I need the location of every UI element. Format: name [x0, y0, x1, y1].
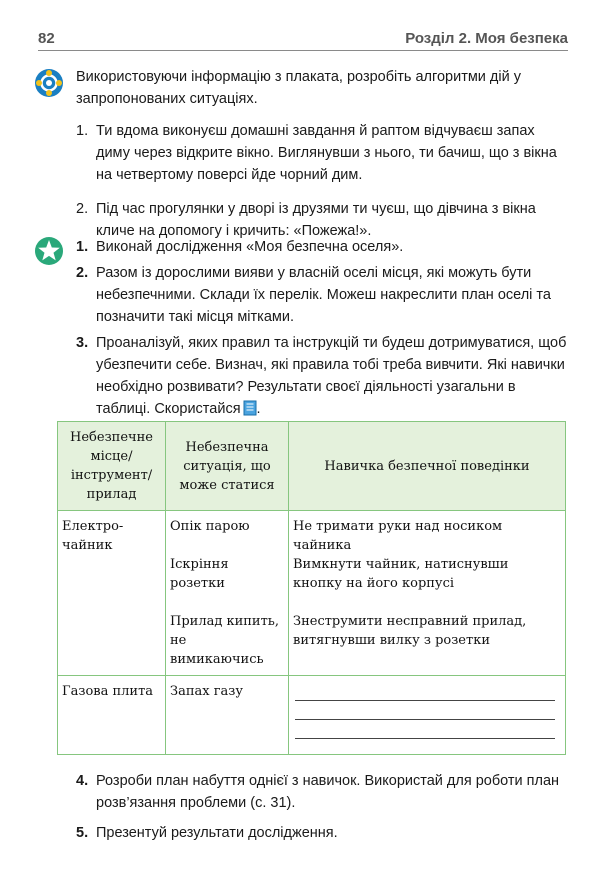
list-item: 3. Проаналізуй, яких правил та інструкцій ти будеш дотримуватися, щоб убезпечити себе. Визнач, які правила тобі треба вивчити. Які навички необхідно розвивати? Результати своєї діяльності узагальни в таблиці. Скористайся .	[76, 335, 567, 417]
answer-line	[295, 682, 555, 701]
intro-text: Використовуючи інформацію з плаката, розробіть алгоритми дій у запропонованих ситуаціях.	[76, 69, 521, 107]
page-header	[38, 30, 568, 50]
list-item-text: Виконай дослідження «Моя безпечна оселя».	[96, 239, 404, 255]
skills-table	[57, 421, 565, 755]
list-item: 2. Під час прогулянки у дворі із друзями ти чуєш, що дівчина з вікна кличе на допомогу і кричить: «Пожежа!».	[76, 201, 536, 239]
tasks-list	[76, 236, 568, 424]
table-cell-place: Газова плита	[58, 676, 166, 755]
list-item: 5. Презентуй результати дослідження.	[76, 825, 338, 841]
table-cell-situation: Опік парою Іскріння розетки Прилад кипить, не вимикаючись	[166, 511, 289, 676]
workbook-icon	[243, 400, 257, 416]
puzzle-icon	[34, 68, 64, 98]
table-header-place: Небезпечне місце/ інструмент/ прилад	[58, 422, 166, 511]
list-item-text: Проаналізуй, яких правил та інструкцій ти будеш дотримуватися, щоб убезпечити себе. Визнач, які правила тобі треба вивчити. Які навички необхідно розвивати? Результати своєї діяльності узагальни в таблиці. Скористайся	[96, 335, 567, 417]
table-row	[58, 676, 566, 755]
list-item-text: Під час прогулянки у дворі із друзями ти чуєш, що дівчина з вікна кличе на допомогу і кричить: «Пожежа!».	[96, 201, 536, 239]
list-item-text: Ти вдома виконуєш домашні завдання й раптом відчуваєш запах диму через відкрите вікно. Виглянувши з нього, ти бачиш, що з вікна на четвертому поверсі йде чорний дим.	[96, 123, 557, 183]
list-item: 2. Разом із дорослими вияви у власній оселі місця, які можуть бути небезпечними. Склади їх перелік. Можеш накреслити план оселі та позначити такі місця мітками.	[76, 265, 551, 325]
list-item: 1. Ти вдома виконуєш домашні завдання й раптом відчуваєш запах диму через відкрите вікно. Виглянувши з нього, ти бачиш, що з вікна на четвертому поверсі йде чорний дим.	[76, 123, 557, 183]
list-item-text: Разом із дорослими вияви у власній оселі місця, які можуть бути небезпечними. Склади їх перелік. Можеш накреслити план оселі та позначити такі місця мітками.	[96, 265, 551, 325]
table-header-skill: Навичка безпечної поведінки	[289, 422, 566, 511]
table-header-situation: Небезпечна ситуація, що може статися	[166, 422, 289, 511]
table-cell-situation: Запах газу	[166, 676, 289, 755]
table-cell-skill: Не тримати руки над носиком чайника Вимкнути чайник, натиснувши кнопку на його корпусі Знеструмити несправний прилад, витягнувши вилку з розетки	[289, 511, 566, 676]
tasks-list-continued	[76, 770, 568, 852]
list-item: 1. Виконай дослідження «Моя безпечна оселя».	[76, 239, 404, 255]
table-row	[58, 511, 566, 676]
answer-line	[295, 701, 555, 720]
answer-line	[295, 720, 555, 739]
section-title: Розділ 2. Моя безпека	[405, 30, 568, 47]
table-cell-skill-blank	[289, 676, 566, 755]
list-item: 4. Розроби план набуття однієї з навичок. Використай для роботи план розв’язання проблеми (с. 31).	[76, 773, 560, 811]
list-item-text: Розроби план набуття однієї з навичок. Використай для роботи план розв’язання проблеми (с. 31).	[96, 773, 560, 811]
situations-list	[76, 120, 568, 254]
table-cell-place: Електро-чайник	[58, 511, 166, 676]
page-number: 82	[38, 30, 55, 47]
header-divider	[38, 50, 568, 51]
star-icon	[34, 236, 64, 266]
list-item-text: Презентуй результати дослідження.	[96, 825, 338, 841]
